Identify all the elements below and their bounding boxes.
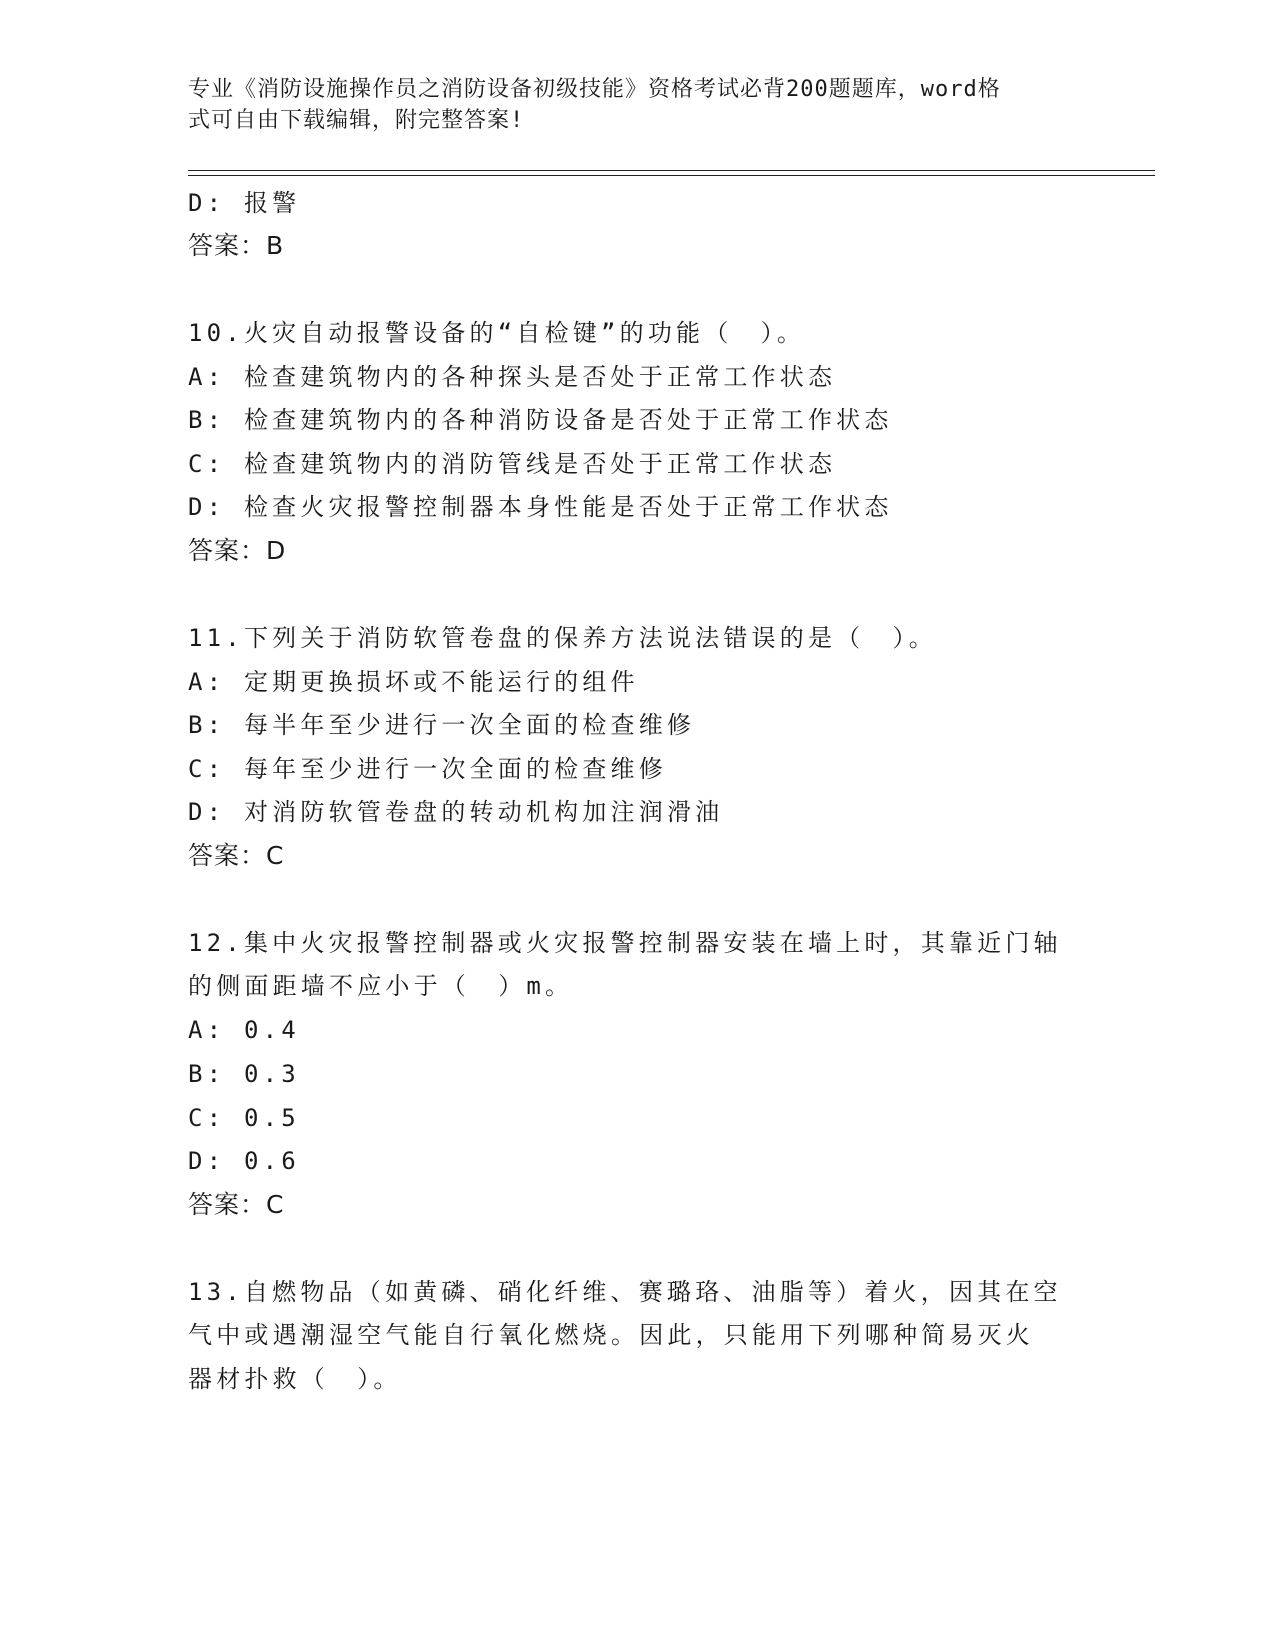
q12-question-line-1: 12.集中火灾报警控制器或火灾报警控制器安装在墙上时，其靠近门轴: [188, 929, 1062, 957]
header-line-1: 专业《消防设施操作员之消防设备初级技能》资格考试必背200题题库，word格: [188, 77, 1001, 102]
q11-option-d: D: 对消防软管卷盘的转动机构加注润滑油: [188, 798, 724, 826]
q9-option-d: D: 报警: [188, 189, 301, 217]
q11-answer: 答案：C: [188, 841, 285, 870]
q10-option-a: A: 检查建筑物内的各种探头是否处于正常工作状态: [188, 363, 837, 391]
q12-question-line-2: 的侧面距墙不应小于（ ）m。: [188, 972, 574, 1000]
q11-question: 11.下列关于消防软管卷盘的保养方法说法错误的是（ ）。: [188, 624, 937, 652]
header-divider-bottom: [188, 175, 1155, 176]
q10-option-c: C: 检查建筑物内的消防管线是否处于正常工作状态: [188, 450, 837, 478]
q12-option-b: B: 0.3: [188, 1060, 300, 1088]
header-line-2: 式可自由下载编辑，附完整答案!: [188, 108, 525, 133]
q9-answer: 答案：B: [188, 231, 285, 260]
q13-question-line-3: 器材扑救（ ）。: [188, 1365, 402, 1393]
q10-option-d: D: 检查火灾报警控制器本身性能是否处于正常工作状态: [188, 493, 893, 521]
q12-answer: 答案：C: [188, 1190, 285, 1219]
q12-option-c: C: 0.5: [188, 1104, 300, 1132]
q11-option-c: C: 每年至少进行一次全面的检查维修: [188, 755, 667, 783]
q11-option-a: A: 定期更换损坏或不能运行的组件: [188, 668, 639, 696]
q10-option-b: B: 检查建筑物内的各种消防设备是否处于正常工作状态: [188, 406, 893, 434]
document-header: [188, 74, 1088, 136]
q13-question-line-1: 13.自燃物品（如黄磷、硝化纤维、赛璐珞、油脂等）着火，因其在空: [188, 1278, 1062, 1306]
header-divider-top: [188, 170, 1155, 171]
q12-option-a: A: 0.4: [188, 1016, 300, 1044]
q10-question: 10.火灾自动报警设备的“自检键”的功能（ ）。: [188, 319, 806, 347]
q13-question-line-2: 气中或遇潮湿空气能自行氧化燃烧。因此，只能用下列哪种简易灭火: [188, 1321, 1034, 1349]
q10-answer: 答案：D: [188, 536, 287, 565]
q11-option-b: B: 每半年至少进行一次全面的检查维修: [188, 711, 696, 739]
q12-option-d: D: 0.6: [188, 1147, 300, 1175]
